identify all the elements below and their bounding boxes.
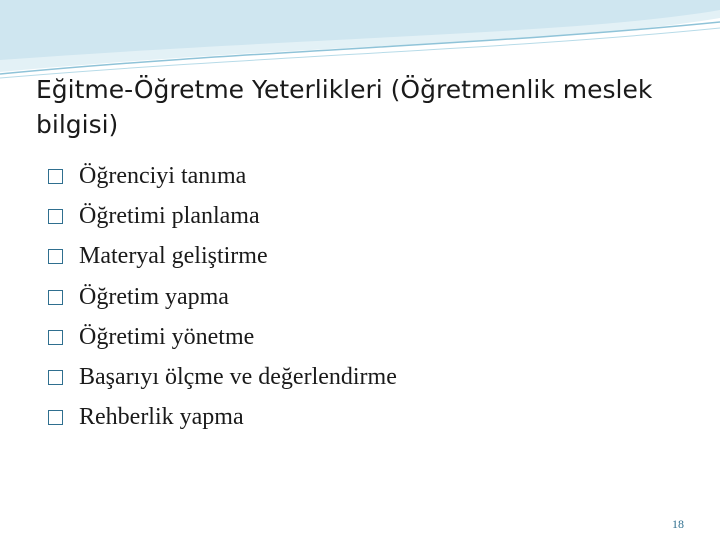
list-item-label: Öğretimi planlama xyxy=(79,202,260,229)
list-item xyxy=(48,357,397,397)
list-item-label: Öğretim yapma xyxy=(79,283,229,310)
checkbox-icon xyxy=(48,249,63,264)
page-number: 18 xyxy=(672,517,684,531)
list-item xyxy=(48,237,397,277)
list-item-label: Öğrenciyi tanıma xyxy=(79,162,247,189)
checkbox-icon xyxy=(48,410,63,425)
list-item xyxy=(48,196,397,236)
list-item xyxy=(48,156,397,196)
checkbox-icon xyxy=(48,290,63,305)
list-item xyxy=(48,398,397,438)
list-item-label: Materyal geliştirme xyxy=(79,243,268,270)
checkbox-icon xyxy=(48,370,63,385)
list-item xyxy=(48,317,397,357)
slide-title: Eğitme-Öğretme Yeterlikleri (Öğretmenlik meslek bilgisi) xyxy=(36,75,653,139)
list-item-label: Rehberlik yapma xyxy=(79,404,244,431)
list-item-label: Öğretimi yönetme xyxy=(79,323,255,350)
list-item xyxy=(48,277,397,317)
bullet-list xyxy=(48,156,397,438)
checkbox-icon xyxy=(48,169,63,184)
list-item-label: Başarıyı ölçme ve değerlendirme xyxy=(79,364,397,391)
checkbox-icon xyxy=(48,330,63,345)
checkbox-icon xyxy=(48,209,63,224)
